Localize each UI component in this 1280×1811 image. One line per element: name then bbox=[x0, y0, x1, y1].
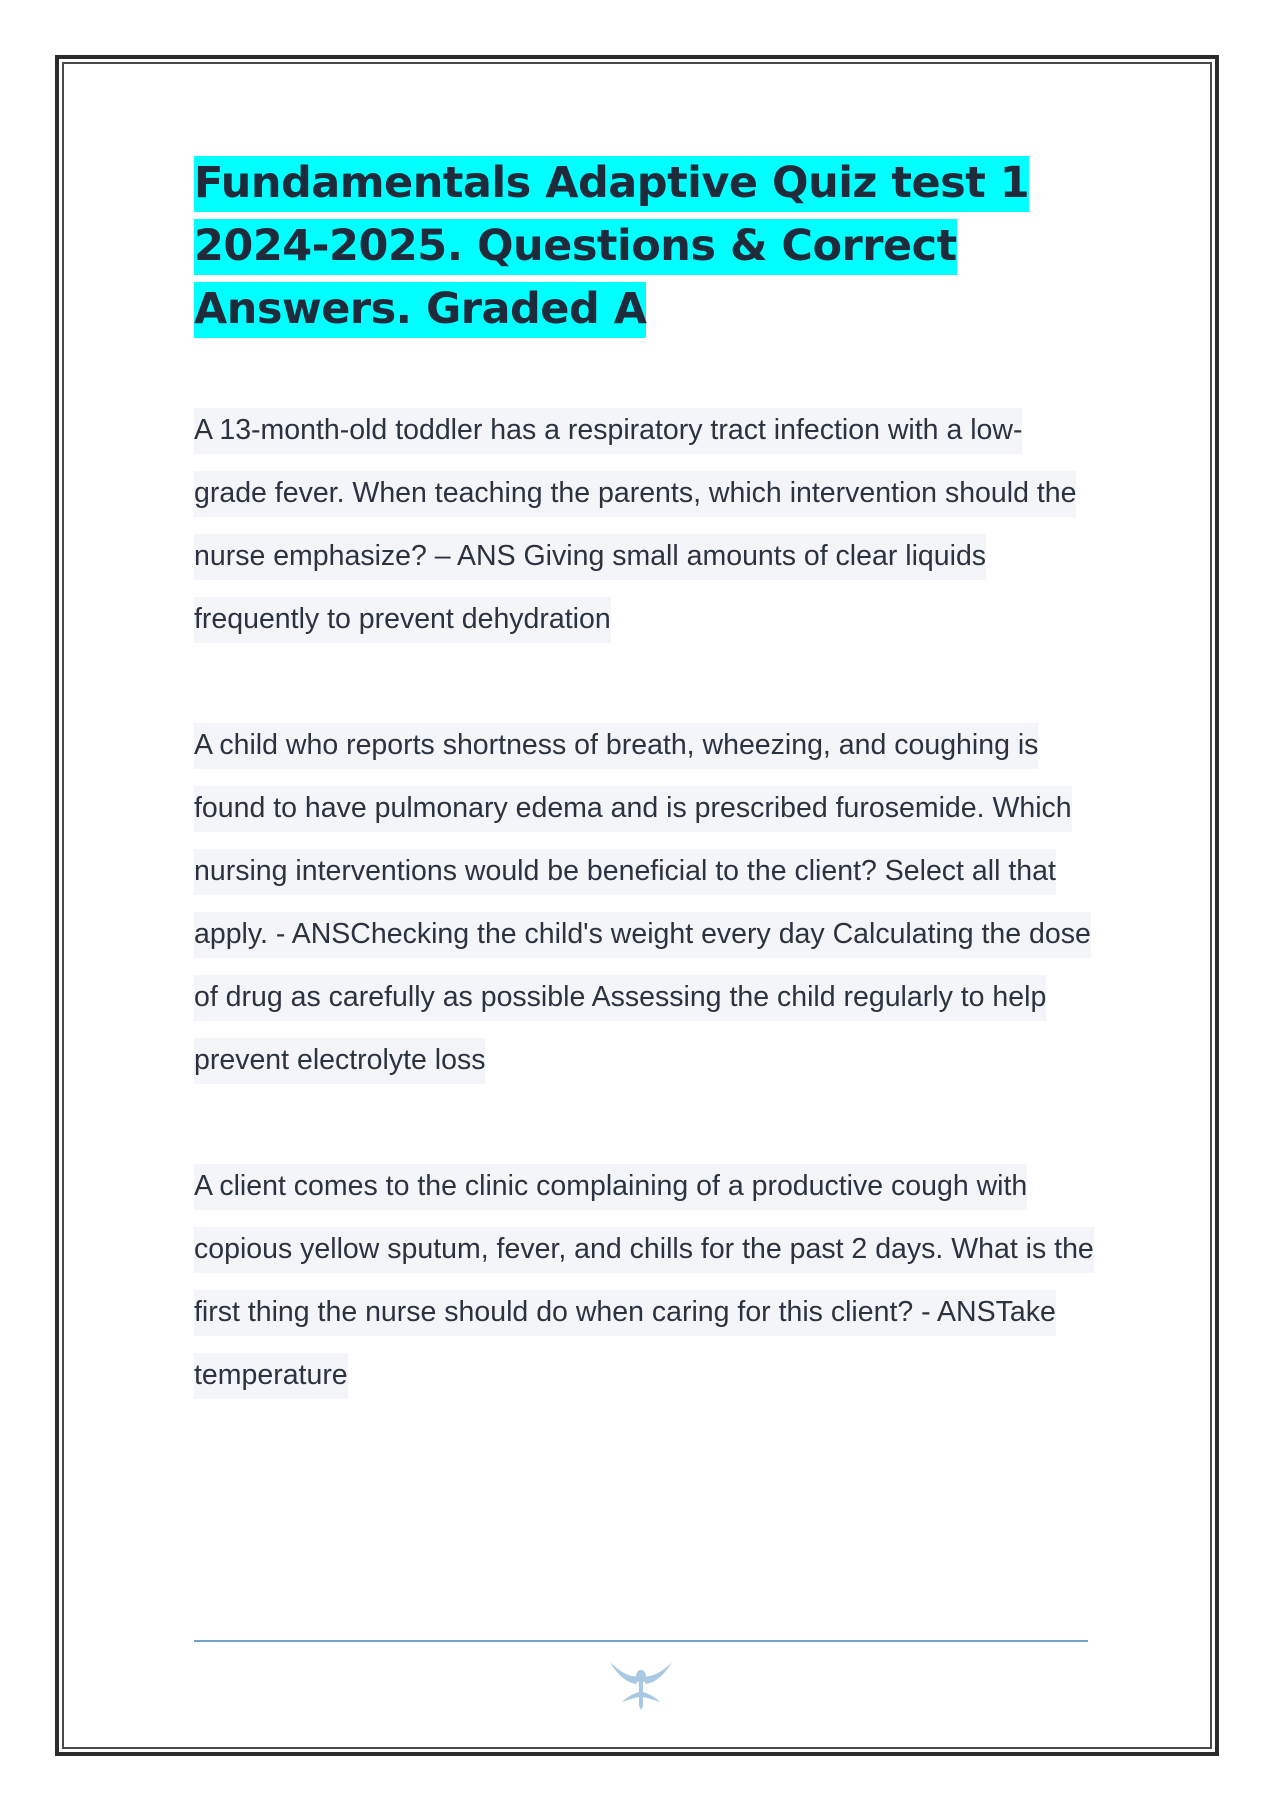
qa-entry-1 bbox=[194, 399, 1094, 651]
document-body bbox=[194, 152, 1094, 1407]
qa-entry-text: A child who reports shortness of breath, wheezing, and coughing is found to have pulmonary edema and is prescribed furosemide. Which nursing interventions would be beneficial to the client? Select all that apply. - ANSChecking the child's weight every day Calculating the dose of drug as carefully as possible Assessing the child regularly to help prevent electrolyte loss bbox=[194, 723, 1091, 1084]
footer-divider bbox=[194, 1640, 1088, 1642]
title-highlight: Fundamentals Adaptive Quiz test 1 2024-2025. Questions & Correct Answers. Graded A bbox=[194, 156, 1029, 338]
bird-logo-icon bbox=[602, 1656, 680, 1712]
qa-entry-text: A 13-month-old toddler has a respiratory tract infection with a low-grade fever. When teaching the parents, which intervention should the nurse emphasize? – ANS Giving small amounts of clear liquids frequently to prevent dehydration bbox=[194, 408, 1076, 643]
qa-entry-text: A client comes to the clinic complaining of a productive cough with copious yellow sputum, fever, and chills for the past 2 days. What is the first thing the nurse should do when caring for this client? - ANSTake temperature bbox=[194, 1164, 1094, 1399]
qa-entry-2 bbox=[194, 714, 1094, 1092]
qa-entry-3 bbox=[194, 1155, 1094, 1407]
document-title bbox=[194, 152, 1094, 341]
